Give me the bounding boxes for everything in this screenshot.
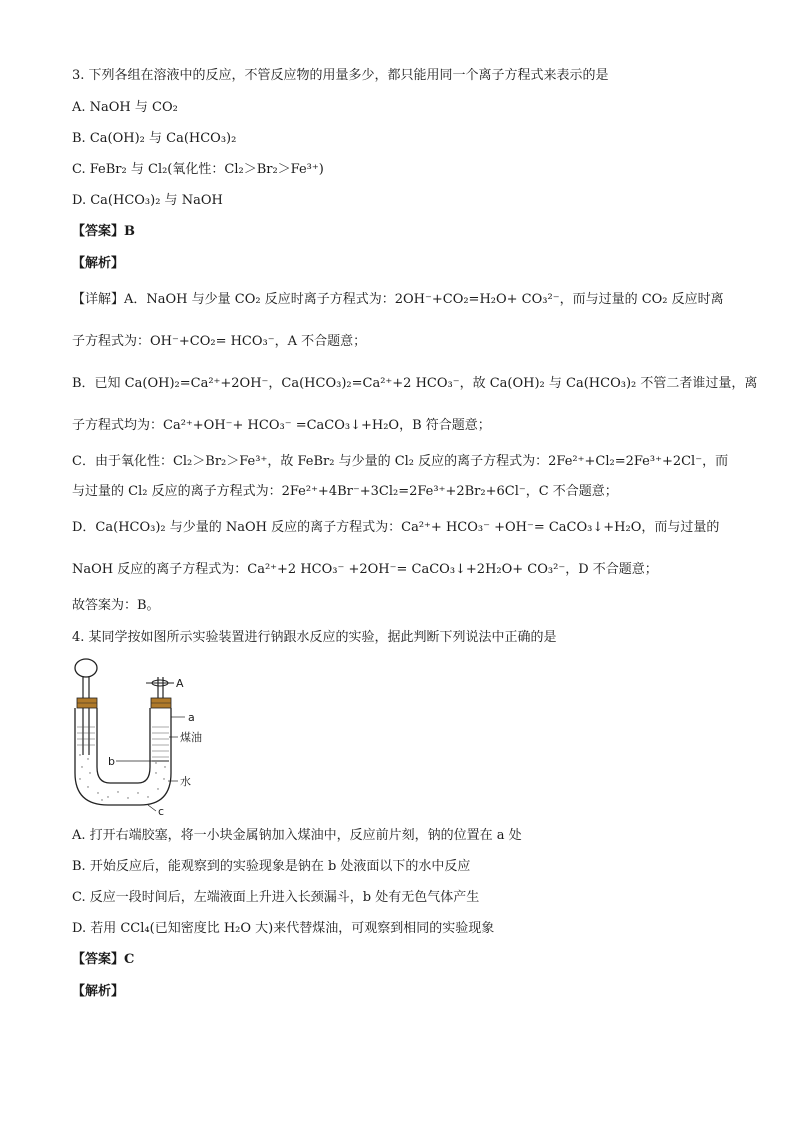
- q4-option-d: D. 若用 CCl₄(已知密度比 H₂O 大)来代替煤油，可观察到相同的实验现象: [72, 921, 495, 936]
- u-tube-diagram: [68, 655, 228, 820]
- q3-detail-9: 故答案为：B。: [72, 598, 160, 613]
- q4-analysis-label: 【解析】: [72, 984, 125, 999]
- q3-detail-1: 【详解】A．NaOH 与少量 CO₂ 反应时离子方程式为：2OH⁻+CO₂=H₂O+ CO₃²⁻，而与过量的 CO₂ 反应时离: [72, 292, 724, 307]
- q3-detail-2: 子方程式为：OH⁻+CO₂= HCO₃⁻，A 不合题意；: [72, 334, 367, 349]
- q3-analysis-label: 【解析】: [72, 256, 125, 271]
- q4-option-c: C. 反应一段时间后，左端液面上升进入长颈漏斗，b 处有无色气体产生: [72, 890, 480, 905]
- label-c: c: [158, 805, 165, 818]
- q3-detail-4: 子方程式均为：Ca²⁺+OH⁻+ HCO₃⁻ =CaCO₃↓+H₂O，B 符合题意；: [72, 418, 491, 433]
- label-b: b: [108, 755, 115, 768]
- q3-option-b: B. Ca(OH)₂ 与 Ca(HCO₃)₂: [72, 131, 237, 146]
- q3-detail-5: C．由于氧化性：Cl₂＞Br₂＞Fe³⁺，故 FeBr₂ 与少量的 Cl₂ 反应的离子方程式为：2Fe²⁺+Cl₂=2Fe³⁺+2Cl⁻，而: [72, 454, 729, 469]
- q3-answer: 【答案】B: [72, 224, 135, 239]
- q3-option-c: C. FeBr₂ 与 Cl₂(氧化性：Cl₂＞Br₂＞Fe³⁺): [72, 162, 324, 177]
- q4-stem: 4. 某同学按如图所示实验装置进行钠跟水反应的实验，据此判断下列说法中正确的是: [72, 630, 557, 645]
- q3-option-d: D. Ca(HCO₃)₂ 与 NaOH: [72, 193, 223, 208]
- q3-option-a: A. NaOH 与 CO₂: [72, 100, 178, 115]
- label-kerosene: 煤油: [180, 731, 202, 744]
- q3-detail-8: NaOH 反应的离子方程式为：Ca²⁺+2 HCO₃⁻ +2OH⁻= CaCO₃↓+2H₂O+ CO₃²⁻，D 不合题意；: [72, 562, 658, 577]
- label-A: A: [176, 677, 184, 690]
- q3-detail-3: B．已知 Ca(OH)₂=Ca²⁺+2OH⁻，Ca(HCO₃)₂=Ca²⁺+2 HCO₃⁻，故 Ca(OH)₂ 与 Ca(HCO₃)₂ 不管二者谁过量，离: [72, 376, 758, 391]
- q4-answer: 【答案】C: [72, 952, 135, 967]
- q3-detail-6: 与过量的 Cl₂ 反应的离子方程式为：2Fe²⁺+4Br⁻+3Cl₂=2Fe³⁺+2Br₂+6Cl⁻，C 不合题意；: [72, 484, 618, 499]
- q3-stem: 3. 下列各组在溶液中的反应，不管反应物的用量多少，都只能用同一个离子方程式来表示的是: [72, 68, 609, 83]
- label-a: a: [188, 711, 195, 724]
- label-water: 水: [180, 775, 191, 788]
- q4-option-b: B. 开始反应后，能观察到的实验现象是钠在 b 处液面以下的水中反应: [72, 859, 471, 874]
- q4-option-a: A. 打开右端胶塞，将一小块金属钠加入煤油中，反应前片刻，钠的位置在 a 处: [72, 828, 522, 843]
- q3-detail-7: D．Ca(HCO₃)₂ 与少量的 NaOH 反应的离子方程式为：Ca²⁺+ HCO₃⁻ +OH⁻= CaCO₃↓+H₂O，而与过量的: [72, 520, 720, 535]
